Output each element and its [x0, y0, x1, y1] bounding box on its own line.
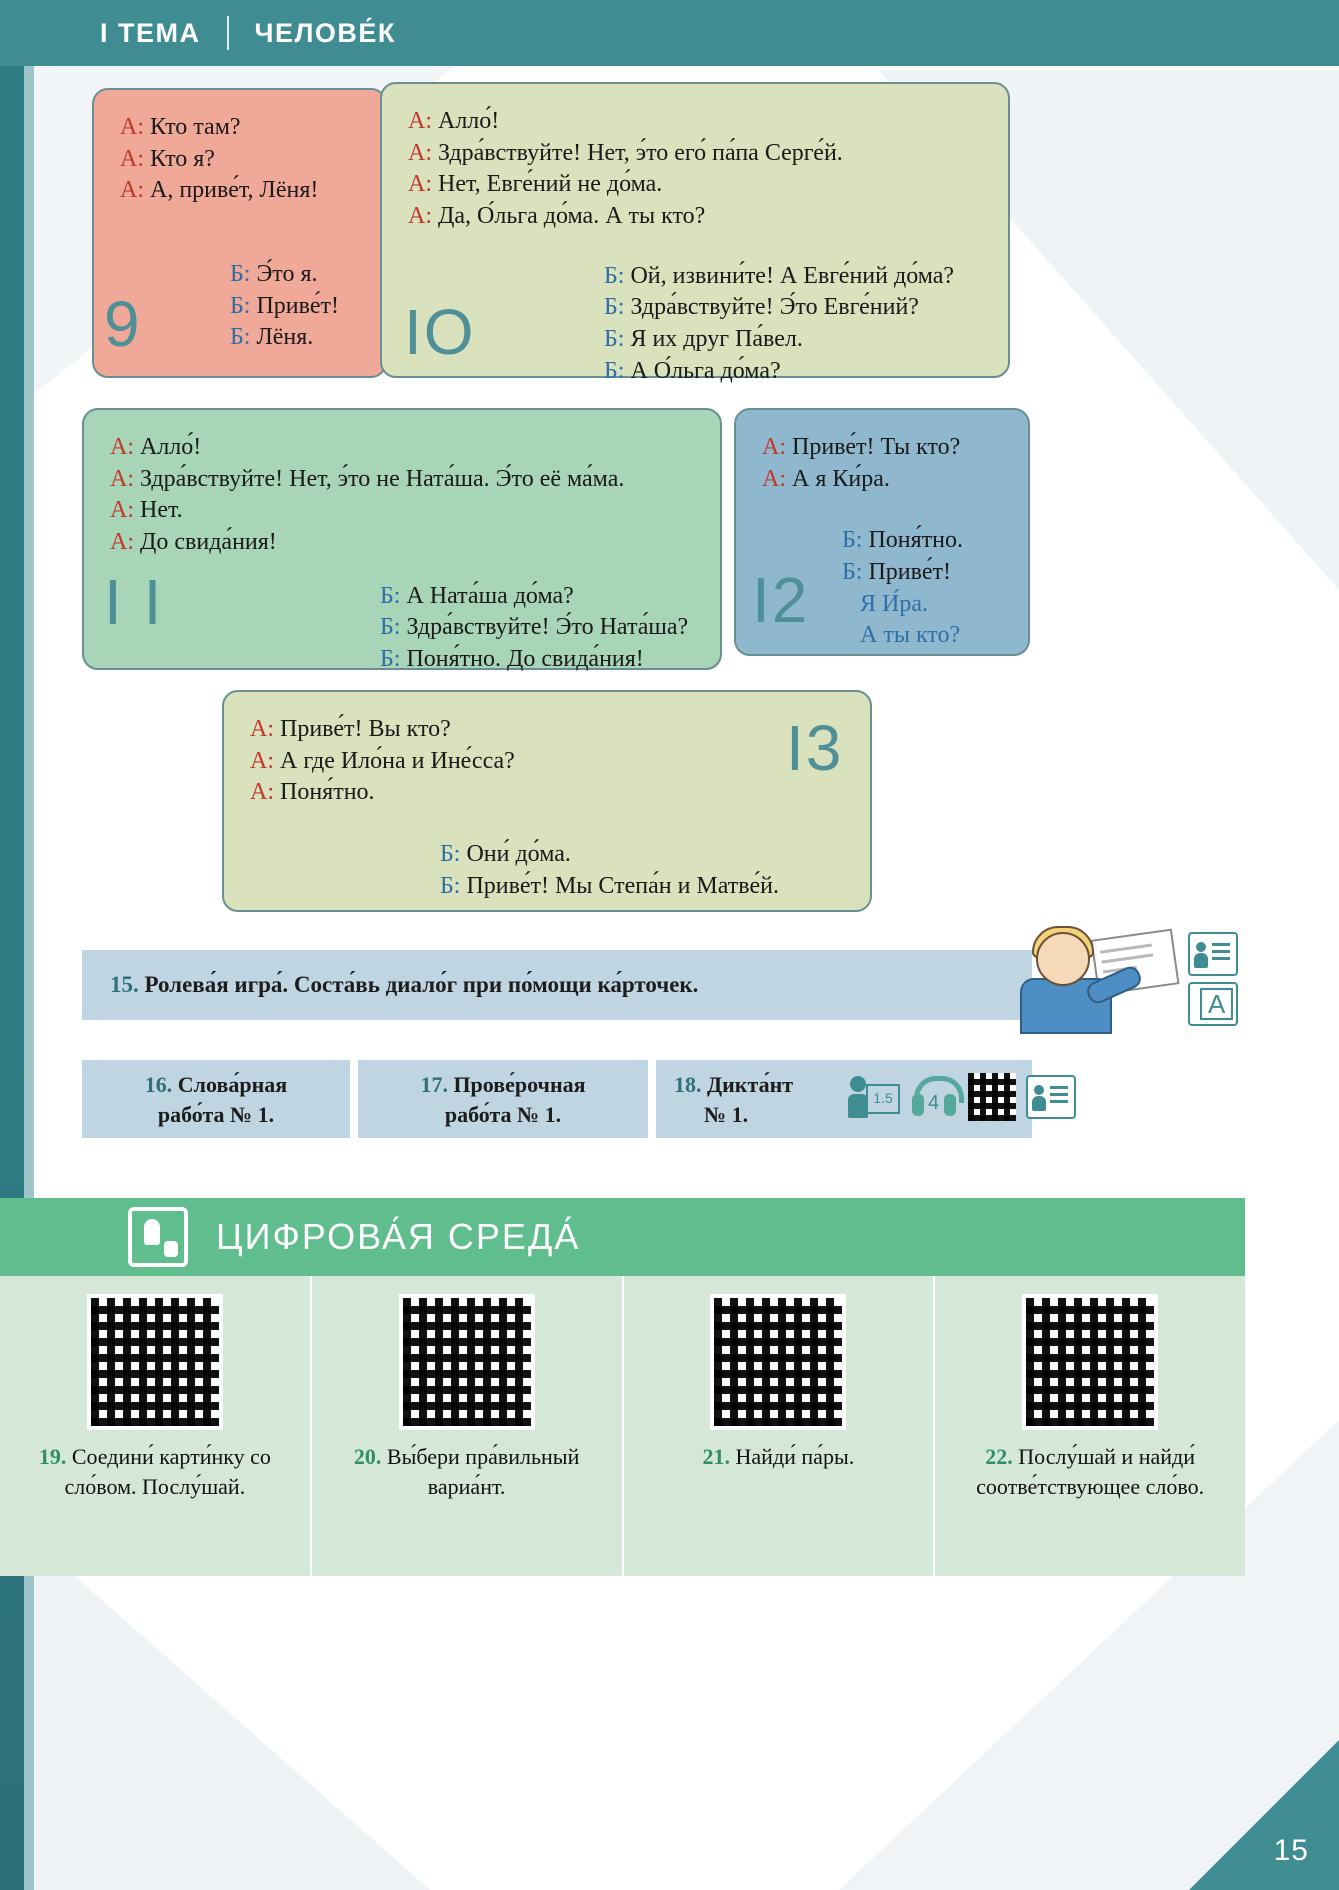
task-18-icon-group: [848, 1072, 1076, 1122]
footer-corner: [1189, 1740, 1339, 1890]
task-17-number: 17.: [420, 1072, 448, 1097]
page-number: 15: [1273, 1834, 1309, 1867]
dialogue-b-block: [230, 259, 359, 354]
dialogue-line: А: А я Ки́ра.: [762, 465, 890, 492]
task-15-number: 15.: [110, 972, 139, 997]
qr-code-19[interactable]: [87, 1294, 223, 1430]
dialogue-number-11: I I: [104, 566, 164, 638]
digital-cell-22: [935, 1276, 1245, 1576]
qr-code-20[interactable]: [399, 1294, 535, 1430]
task-15-banner: [82, 950, 1032, 1020]
dialogue-card-11: [82, 408, 722, 673]
dialogue-line: Б: Я их друг Па́вел.: [604, 326, 803, 353]
dialogue-line: Б: Э́то я.: [230, 261, 318, 288]
dialogue-line: Я И́ра.: [860, 590, 928, 617]
dialogue-line: Б: Лёня.: [230, 324, 314, 351]
person-glyph-icon: [1194, 942, 1208, 968]
qr-code-22[interactable]: [1022, 1294, 1158, 1430]
dialogue-line: А: Поня́тно.: [250, 779, 375, 806]
dialogue-number-13: I3: [786, 712, 844, 784]
task-18-line1: Дикта́нт: [707, 1072, 794, 1097]
dialogue-line: А: Кто я?: [120, 145, 215, 172]
dialogue-line: А: Да, О́льга до́ма. А ты кто?: [408, 203, 706, 230]
dialogue-b-block: [380, 581, 694, 676]
left-accent-bar: [0, 0, 24, 1890]
page-title: ЧЕЛОВЕ́К: [254, 17, 396, 48]
dialogue-line: А: Алло́!: [110, 434, 202, 460]
digital-environment-section: [0, 1198, 1245, 1578]
digital-cell-19-number: 19.: [38, 1444, 67, 1469]
page-header: [0, 0, 1339, 66]
task-18-number: 18.: [674, 1072, 702, 1097]
text-lines-icon: [1050, 1086, 1068, 1107]
digital-cell-20-text-wrapper: [312, 1442, 622, 1503]
task-18-text-wrapper: [674, 1070, 793, 1129]
dialogue-line: А: Нет.: [110, 497, 183, 524]
digital-cell-20-text: Вы́бери пра́вильный вариа́нт.: [386, 1444, 580, 1500]
header-inner: [100, 16, 396, 50]
dialogue-line: Б: Поня́тно.: [842, 527, 963, 554]
boy-head: [1036, 932, 1090, 986]
qr-code-21[interactable]: [710, 1294, 846, 1430]
dialogue-line: Б: Приве́т!: [230, 292, 339, 319]
task-15-text-wrapper: [110, 972, 698, 998]
digital-environment-header: [0, 1198, 1245, 1276]
digital-cell-21-text-wrapper: [624, 1442, 934, 1472]
dialogue-line: А: До свида́ния!: [110, 529, 277, 556]
task-16-number: 16.: [144, 1072, 173, 1097]
digital-cell-21-text: Найди́ па́ры.: [735, 1444, 855, 1469]
digital-cell-22-text-wrapper: [935, 1442, 1245, 1503]
person-card-icon[interactable]: [1188, 932, 1238, 976]
digital-environment-body: [0, 1276, 1245, 1576]
dialogue-line: Б: Они́ до́ма.: [440, 841, 571, 868]
dialogue-line: А ты кто?: [860, 622, 961, 649]
digital-environment-title: ЦИФРОВА́Я СРЕДА́: [216, 1216, 581, 1257]
header-topic: I ТЕМА: [100, 17, 201, 48]
qr-code-task-18[interactable]: [968, 1073, 1016, 1121]
digital-cell-20-number: 20.: [353, 1444, 382, 1469]
speed-person-icon[interactable]: [848, 1072, 900, 1122]
digital-cell-19-text-wrapper: [0, 1442, 310, 1503]
digital-cell-19-text: Соедини́ карти́нку со сло́вом. Послу́шай.: [64, 1444, 271, 1500]
left-accent-bar-light: [24, 0, 34, 1890]
hand-tap-icon: [128, 1207, 188, 1267]
text-lines-icon: [1212, 943, 1230, 964]
dialogue-line: Б: А О́льга до́ма?: [604, 357, 781, 384]
person-card-icon[interactable]: [1026, 1075, 1076, 1119]
speed-badge: 1.5: [866, 1084, 900, 1114]
dialogue-line: А: А, приве́т, Лёня!: [120, 177, 319, 204]
digital-cell-22-number: 22.: [985, 1444, 1013, 1469]
task-17-line2: рабо́та № 1.: [444, 1101, 562, 1127]
letter-a-icon: A: [1200, 988, 1233, 1020]
dialogue-line: А: Нет, Евге́ний не до́ма.: [408, 171, 663, 198]
dialogue-b-block: [604, 261, 982, 388]
dialogue-card-13: [222, 690, 872, 912]
headphones-icon[interactable]: [910, 1074, 958, 1120]
dialogue-line: Б: Приве́т!: [842, 559, 951, 586]
headphones-left-cup: [912, 1094, 924, 1116]
dialogue-line: Б: Ой, извини́те! А Евге́ний до́ма?: [604, 262, 955, 289]
headphones-right-cup: [944, 1094, 956, 1116]
task-15-text: Ролева́я игра́. Соста́вь диало́г при по́мощи ка́рточек.: [144, 972, 699, 997]
dialogue-number-10: IО: [404, 296, 476, 368]
dialogue-line: А: Здра́вствуйте! Нет, э́то не Ната́ша. Э́то её ма́ма.: [110, 465, 625, 492]
dialogue-line: А: Здра́вствуйте! Нет, э́то его́ па́па Серге́й.: [408, 139, 843, 166]
digital-cell-22-text: Послу́шай и найди́ соотве́тствующее сло́во.: [976, 1444, 1205, 1500]
letter-a-card-icon[interactable]: [1188, 982, 1238, 1026]
person-glyph-icon: [848, 1076, 868, 1118]
dialogue-line: А: Кто там?: [120, 114, 241, 140]
dialogue-line: А: А где Ило́на и Ине́сса?: [250, 747, 515, 774]
task-16-line1: Слова́рная: [177, 1072, 288, 1097]
dialogue-line: Б: Приве́т! Мы Степа́н и Матве́й.: [440, 872, 779, 899]
dialogue-line: Б: Здра́вствуйте! Э́то Евге́ний?: [604, 294, 919, 321]
digital-cell-21-number: 21.: [702, 1444, 731, 1469]
dialogue-number-9: 9: [104, 288, 142, 360]
digital-cell-19: [0, 1276, 312, 1576]
headphones-number: 4: [928, 1092, 940, 1114]
dialogue-line: Б: А Ната́ша до́ма?: [380, 582, 574, 609]
task-17: [358, 1060, 648, 1138]
task-17-line1: Прове́рочная: [453, 1072, 586, 1097]
task-16: [82, 1060, 350, 1138]
task-16-line2: рабо́та № 1.: [157, 1101, 275, 1127]
dialogue-b-block: [842, 525, 1002, 652]
boy-illustration: [1010, 918, 1170, 1030]
digital-cell-21: [624, 1276, 936, 1576]
digital-cell-20: [312, 1276, 624, 1576]
dialogue-number-12: I2: [752, 564, 810, 636]
dialogue-line: А: Алло́!: [408, 108, 500, 134]
person-glyph-icon: [1032, 1085, 1046, 1111]
dialogue-line: А: Приве́т! Ты кто?: [762, 434, 961, 460]
dialogue-line: Б: Поня́тно. До свида́ния!: [380, 646, 644, 673]
dialogue-line: Б: Здра́вствуйте! Э́то Ната́ша?: [380, 614, 689, 641]
dialogue-line: А: Приве́т! Вы кто?: [250, 716, 451, 742]
task-18-line2: № 1.: [704, 1101, 749, 1127]
dialogue-b-block: [440, 839, 844, 902]
header-separator: [227, 16, 229, 50]
